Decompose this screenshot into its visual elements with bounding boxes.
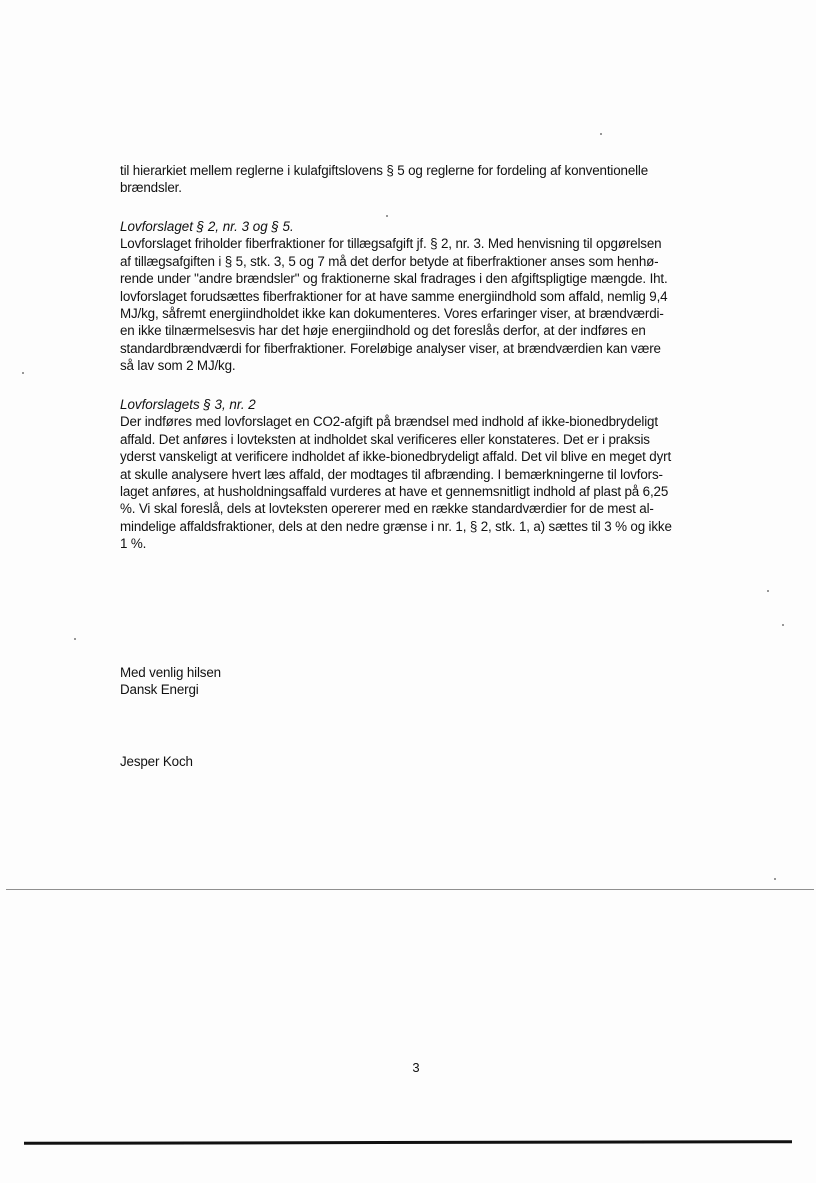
section2-line: mindelige affaldsfraktioner, dels at den nedre grænse i nr. 1, § 2, stk. 1, a) sættes til 3 % og ikke	[120, 518, 672, 534]
section2-line: yderst vanskeligt at verificere indholdet af ikke-bionedbrydeligt affald. Det vil blive en meget dyrt	[120, 449, 672, 465]
section2-heading: Lovforslagets § 3, nr. 2	[120, 397, 256, 412]
scan-speck	[782, 624, 784, 626]
scan-speck	[386, 215, 388, 217]
section2-line: at skulle analysere hvert læs affald, der modtages til afbrænding. I bemærkningerne til lovfors-	[120, 466, 663, 482]
section1-line: lovforslaget forudsættes fiberfraktioner for at have samme energiindhold som affald, nemlig 9,4	[120, 288, 668, 304]
closing-block	[120, 664, 720, 699]
signer-name: Jesper Koch	[120, 754, 193, 769]
section1-line: MJ/kg, såfremt energiindholdet ikke kan dokumenteres. Vores erfaringer viser, at brændværdi-	[120, 306, 664, 322]
signature-block	[120, 753, 720, 770]
intro-paragraph	[120, 162, 720, 197]
scan-speck	[22, 372, 24, 374]
section1-line: Lovforslaget friholder fiberfraktioner for tillægsafgift jf. § 2, nr. 3. Med henvisning til opgørelsen	[120, 236, 662, 252]
intro-line-1: til hierarkiet mellem reglerne i kulafgiftslovens § 5 og reglerne for fordeling af konventionelle	[120, 163, 649, 178]
intro-line-2: brændsler.	[120, 180, 182, 196]
scan-speck	[774, 878, 776, 880]
page-number: 3	[412, 1060, 420, 1075]
bottom-rule	[24, 1140, 792, 1145]
section1-line: af tillægsafgiften i § 5, stk. 3, 5 og 7 må det derfor betyde at fiberfraktioner anses som henhø-	[120, 253, 659, 269]
section1-line: rende under "andre brændsler" og fraktionerne skal fradrages i den afgiftspligtige mængde. Iht.	[120, 271, 668, 287]
horizontal-divider	[6, 889, 814, 890]
scan-speck	[74, 638, 76, 640]
section2-line: laget anføres, at husholdningsaffald vurderes at have et gennemsnitligt indhold af plast på 6,25	[120, 484, 669, 500]
closing-organization: Dansk Energi	[120, 682, 199, 698]
section2-line: 1 %.	[120, 536, 147, 552]
section2-line: %. Vi skal foreslå, dels at lovteksten opererer med en række standardværdier for de mest al-	[120, 501, 654, 517]
section2-line: Der indføres med lovforslaget en CO2-afgift på brændsel med indhold af ikke-bionedbrydeligt	[120, 414, 658, 430]
section-lovforslaget-2-3-5	[120, 218, 720, 375]
section2-line: affald. Det anføres i lovteksten at indholdet skal verificeres eller konstateres. Det er i praksis	[120, 431, 650, 447]
section1-line: så lav som 2 MJ/kg.	[120, 358, 236, 374]
section1-line: en ikke tilnærmelsesvis har det høje energiindhold og det foreslås derfor, at der indføres en	[120, 323, 646, 339]
scan-speck	[600, 133, 602, 135]
closing-greeting: Med venlig hilsen	[120, 665, 221, 680]
section1-line: standardbrændværdi for fiberfraktioner. Foreløbige analyser viser, at brændværdien kan være	[120, 340, 661, 356]
section1-heading: Lovforslaget § 2, nr. 3 og § 5.	[120, 219, 294, 234]
scan-speck	[767, 590, 769, 592]
section-lovforslagets-3-2	[120, 396, 720, 553]
